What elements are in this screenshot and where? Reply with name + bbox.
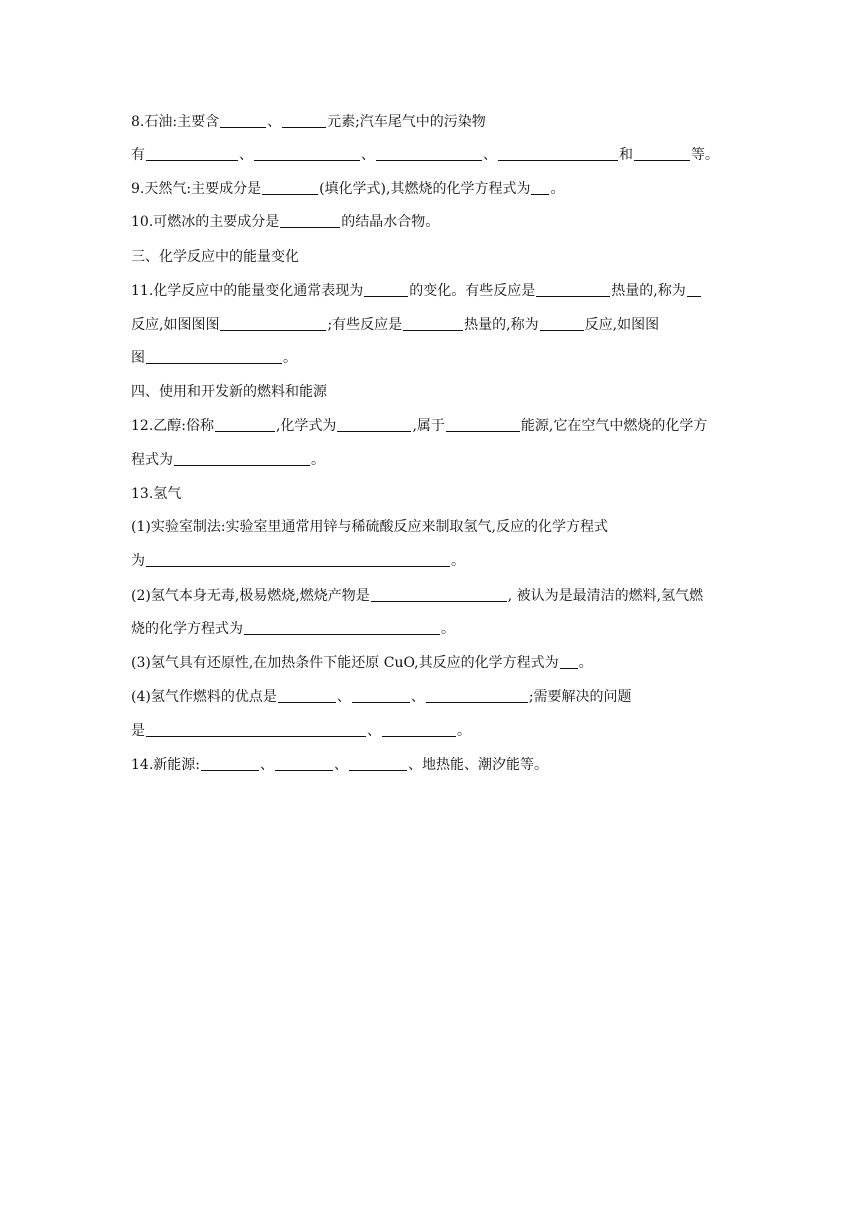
answer-blank[interactable] (201, 756, 259, 771)
line-text: (4)氢气作燃料的优点是 (131, 689, 277, 705)
line-text: 、 (336, 689, 351, 705)
line-text: 反应,如图图 (584, 317, 660, 333)
line-text: 有 (131, 147, 145, 163)
line-text: 。 (550, 181, 565, 197)
line-text: 的结晶水合物。 (341, 214, 440, 230)
line-text: 、 (483, 147, 497, 163)
line-text: 、 (267, 114, 282, 130)
q13-1-line1 (131, 515, 741, 539)
line-text: 。 (311, 452, 325, 468)
line-text: 10.可燃冰的主要成分是 (131, 214, 280, 230)
answer-blank[interactable] (146, 552, 450, 567)
answer-blank[interactable] (220, 316, 326, 331)
answer-blank[interactable] (278, 688, 336, 703)
line-text: 为 (131, 553, 145, 569)
q10 (131, 210, 741, 234)
answer-blank[interactable] (146, 722, 366, 737)
line-text: 8.石油:主要含 (131, 114, 220, 130)
line-text: 热量的,称为 (464, 317, 539, 333)
q13-2-line2 (131, 617, 741, 641)
q8-line2 (131, 143, 741, 167)
line-text: 热量的,称为 (611, 283, 686, 299)
q11-line2 (131, 313, 741, 337)
line-text: 能源,它在空气中燃烧的化学方 (520, 418, 708, 434)
line-text: 、 (333, 757, 348, 773)
line-text: 13.氢气 (131, 486, 182, 502)
line-text: 等。 (691, 147, 719, 163)
q13-3 (131, 651, 741, 675)
line-text: 图 (131, 350, 145, 366)
line-text: 反应,如图图图 (131, 317, 220, 333)
line-text: (1)实验室制法:实验室里通常用锌与稀硫酸反应来制取氢气,反应的化学方程式 (131, 519, 608, 535)
line-text: 。 (578, 655, 593, 671)
answer-blank[interactable] (426, 688, 528, 703)
line-text: 烧的化学方程式为 (131, 621, 243, 637)
section-3-heading (131, 245, 741, 269)
line-text: (2)氢气本身无毒,极易燃烧,燃烧产物是 (131, 588, 370, 604)
answer-blank[interactable] (174, 451, 310, 466)
answer-blank[interactable] (220, 113, 266, 128)
q13-4-line1 (131, 685, 741, 709)
answer-blank[interactable] (536, 282, 610, 297)
answer-blank[interactable] (687, 282, 701, 297)
q13-2-line1 (131, 584, 741, 608)
answer-blank[interactable] (280, 213, 340, 228)
q11-line1 (131, 279, 741, 303)
q11-line3 (131, 346, 741, 370)
answer-blank[interactable] (446, 417, 520, 432)
answer-blank[interactable] (382, 722, 456, 737)
q8-line1 (131, 110, 741, 134)
answer-blank[interactable] (376, 146, 482, 161)
answer-blank[interactable] (560, 654, 578, 669)
q12-line2 (131, 448, 741, 472)
answer-blank[interactable] (540, 316, 584, 331)
answer-blank[interactable] (498, 146, 618, 161)
q12-line1 (131, 414, 741, 438)
line-text: 、地热能、潮汐能等。 (407, 757, 548, 773)
line-text: 12.乙醇:俗称 (131, 418, 214, 434)
line-text: ,化学式为 (275, 418, 337, 434)
answer-blank[interactable] (215, 417, 275, 432)
answer-blank[interactable] (337, 417, 411, 432)
line-text: 元素;汽车尾气中的污染物 (327, 114, 486, 130)
answer-blank[interactable] (244, 620, 440, 635)
answer-blank[interactable] (254, 146, 360, 161)
line-text: ;有些反应是 (327, 317, 403, 333)
answer-blank[interactable] (262, 180, 318, 195)
line-text: 程式为 (131, 452, 173, 468)
q13-heading (131, 482, 741, 506)
answer-blank[interactable] (371, 587, 507, 602)
line-text: 。 (451, 553, 465, 569)
answer-blank[interactable] (364, 282, 408, 297)
section-4-heading (131, 380, 741, 404)
answer-blank[interactable] (349, 756, 407, 771)
q13-4-line2 (131, 719, 741, 743)
answer-blank[interactable] (403, 316, 463, 331)
line-text: ,属于 (412, 418, 445, 434)
line-text: 。 (457, 723, 471, 739)
line-text: 。 (441, 621, 455, 637)
answer-blank[interactable] (146, 349, 282, 364)
line-text: (3)氢气具有还原性,在加热条件下能还原 CuO,其反应的化学方程式为 (131, 655, 559, 671)
answer-blank[interactable] (275, 756, 333, 771)
line-text: 14.新能源: (131, 757, 200, 773)
q14 (131, 753, 741, 777)
line-text: , 被认为是最清洁的燃料,氢气燃 (507, 588, 704, 604)
line-text: 是 (131, 723, 145, 739)
answer-blank[interactable] (352, 688, 410, 703)
line-text: 的变化。有些反应是 (409, 283, 536, 299)
line-text: 、 (410, 689, 425, 705)
line-text: (填化学式),其燃烧的化学方程式为 (319, 181, 531, 197)
line-text: 、 (259, 757, 274, 773)
line-text: 和 (619, 147, 633, 163)
line-text: 11.化学反应中的能量变化通常表现为 (131, 283, 364, 299)
line-text: 四、使用和开发新的燃料和能源 (131, 384, 327, 400)
q9 (131, 177, 741, 201)
answer-blank[interactable] (531, 180, 549, 195)
answer-blank[interactable] (634, 146, 690, 161)
answer-blank[interactable] (146, 146, 238, 161)
line-text: 、 (367, 723, 381, 739)
line-text: ;需要解决的问题 (528, 689, 632, 705)
line-text: 。 (283, 350, 297, 366)
line-text: 三、化学反应中的能量变化 (131, 249, 299, 265)
line-text: 、 (239, 147, 253, 163)
line-text: 9.天然气:主要成分是 (131, 181, 262, 197)
answer-blank[interactable] (282, 113, 326, 128)
q13-1-line2 (131, 549, 741, 573)
line-text: 、 (361, 147, 375, 163)
